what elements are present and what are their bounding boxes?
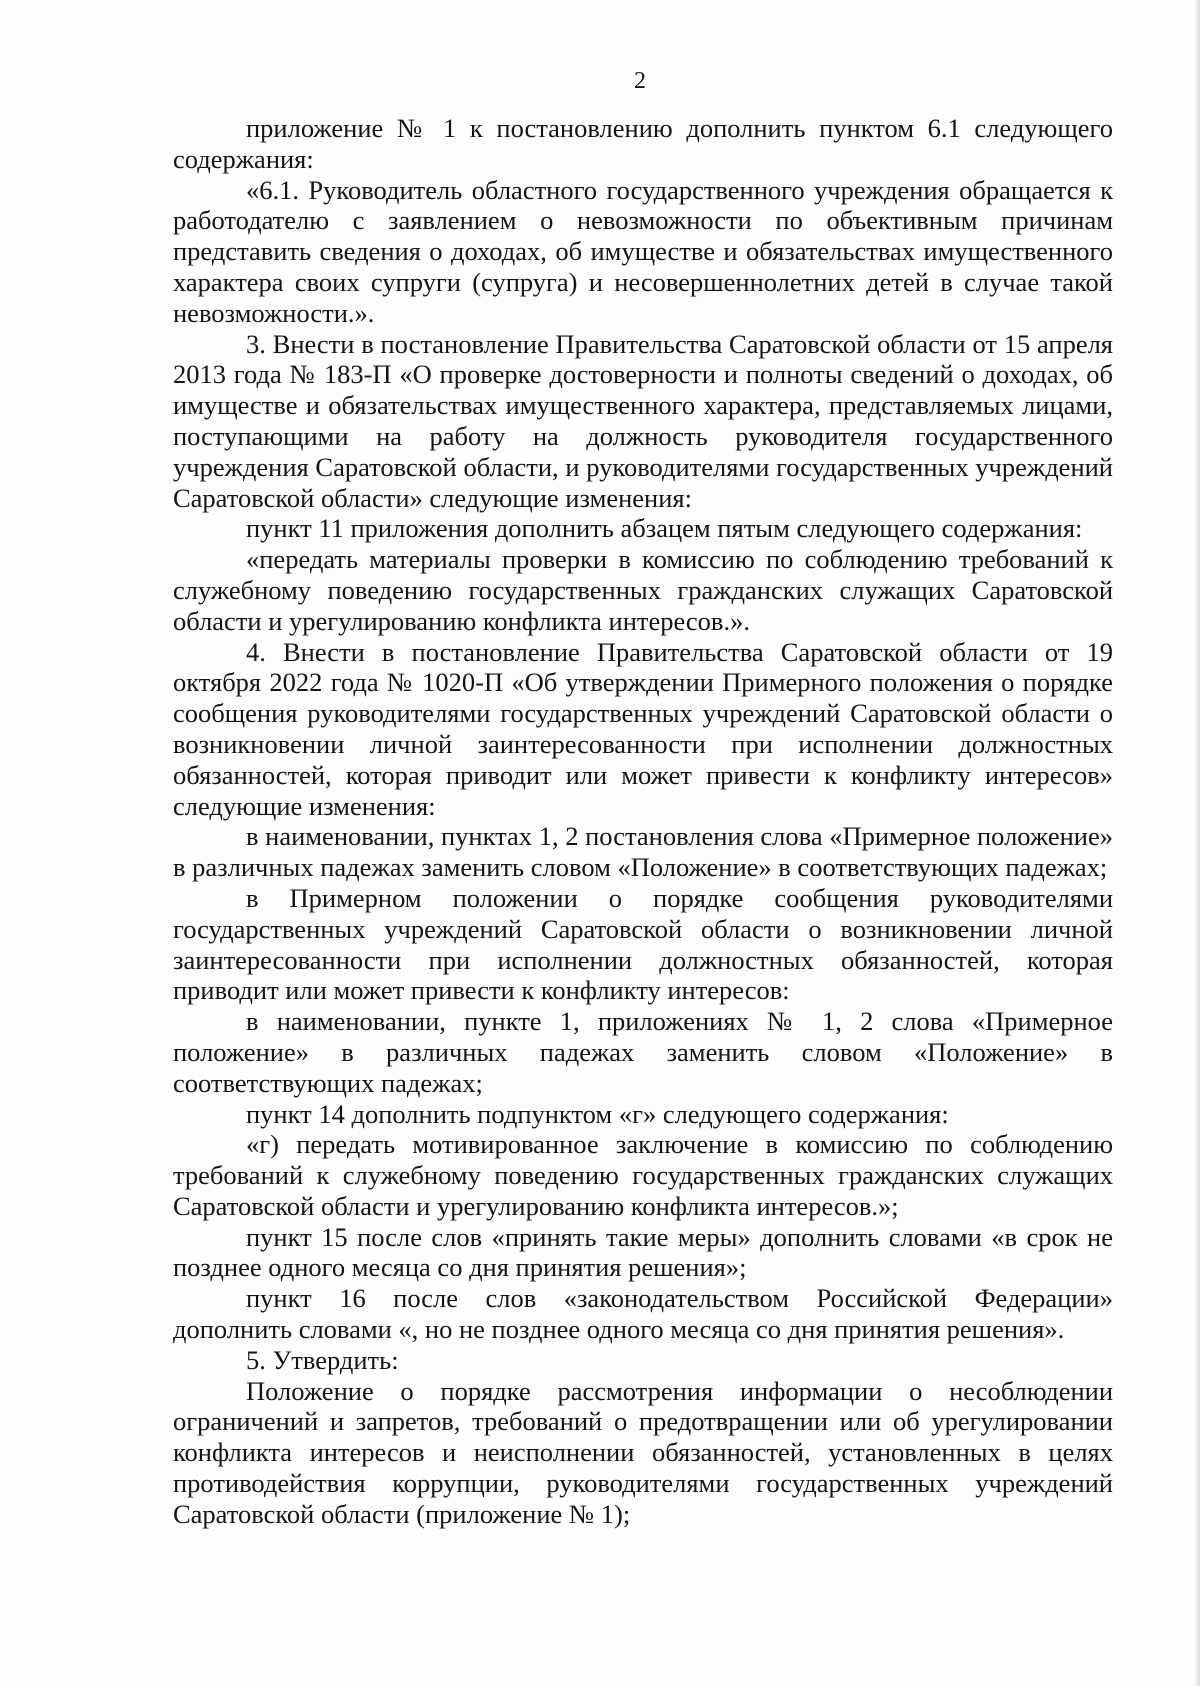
document-body bbox=[173, 113, 1113, 1530]
paragraph-clause-14-g: «г) передать мотивированное заключение в комиссию по соблюдению требований к служебному поведению государственных гражданских служащих Саратовской области и урегулированию конфликта интересов.»; bbox=[173, 1129, 1113, 1221]
paragraph-clause-11-text: «передать материалы проверки в комиссию по соблюдению требований к служебному поведению государственных гражданских служащих Саратовской области и урегулированию конфликта интересов.». bbox=[173, 544, 1113, 636]
paragraph-title-change: в наименовании, пунктах 1, 2 постановления слова «Примерное положение» в различных падежах заменить словом «Положение» в соответствующих падежах; bbox=[173, 821, 1113, 883]
paragraph-item-4: 4. Внести в постановление Правительства Саратовской области от 19 октября 2022 года № 1020-П «Об утверждении Примерного положения о порядке сообщения руководителями государственных учреждений Саратовской области о возникновении личной заинтересованности при исполнении должностных обязанностей, которая приводит или может привести к конфликту интересов» следующие изменения: bbox=[173, 636, 1113, 821]
paragraph-clause-11: пункт 11 приложения дополнить абзацем пятым следующего содержания: bbox=[246, 513, 1083, 544]
paragraph-clause-15: пункт 15 после слов «принять такие меры» дополнить словами «в срок не позднее одного месяца со дня принятия решения»; bbox=[173, 1221, 1113, 1283]
paragraph-title-annex-change: в наименовании, пункте 1, приложениях № 1, 2 слова «Примерное положение» в различных падежах заменить словом «Положение» в соответствующих падежах; bbox=[173, 1006, 1113, 1098]
paragraph-item-3: 3. Внести в постановление Правительства Саратовской области от 15 апреля 2013 года № 183-П «О проверке достоверности и полноты сведений о доходах, об имуществе и обязательствах имущественного характера, представляемых лицами, поступающими на работу на должность руководителя государственного учреждения Саратовской области, и руководителями государственных учреждений Саратовской области» следующие изменения: bbox=[173, 328, 1113, 513]
paragraph-item-5: 5. Утвердить: bbox=[246, 1344, 399, 1375]
page-number: 2 bbox=[634, 68, 646, 94]
paragraph-clause-6-1: «6.1. Руководитель областного государственного учреждения обращается к работодателю с заявлением о невозможности по объективным причинам представить сведения о доходах, об имуществе и обязательствах имущественного характера своих супруги (супруга) и несовершеннолетних детей в случае такой невозможности.». bbox=[173, 174, 1113, 328]
paragraph-regulation-annex-1: Положение о порядке рассмотрения информации о несоблюдении ограничений и запретов, требований о предотвращении или об урегулировании конфликта интересов и неисполнении обязанностей, установленных в целях противодействия коррупции, руководителями государственных учреждений Саратовской области (приложение № 1); bbox=[173, 1375, 1113, 1529]
paragraph-model-provision: в Примерном положении о порядке сообщения руководителями государственных учреждений Саратовской области о возникновении личной заинтересованности при исполнении должностных обязанностей, которая приводит или может привести к конфликту интересов: bbox=[173, 882, 1113, 1006]
paragraph-clause-14: пункт 14 дополнить подпунктом «г» следующего содержания: bbox=[246, 1098, 949, 1129]
scan-edge bbox=[1194, 0, 1200, 1686]
paragraph-clause-16: пункт 16 после слов «законодательством Российской Федерации» дополнить словами «, но не позднее одного месяца со дня принятия решения». bbox=[173, 1283, 1113, 1345]
paragraph-annex-1-addition: приложение № 1 к постановлению дополнить пунктом 6.1 следующего содержания: bbox=[173, 113, 1113, 174]
